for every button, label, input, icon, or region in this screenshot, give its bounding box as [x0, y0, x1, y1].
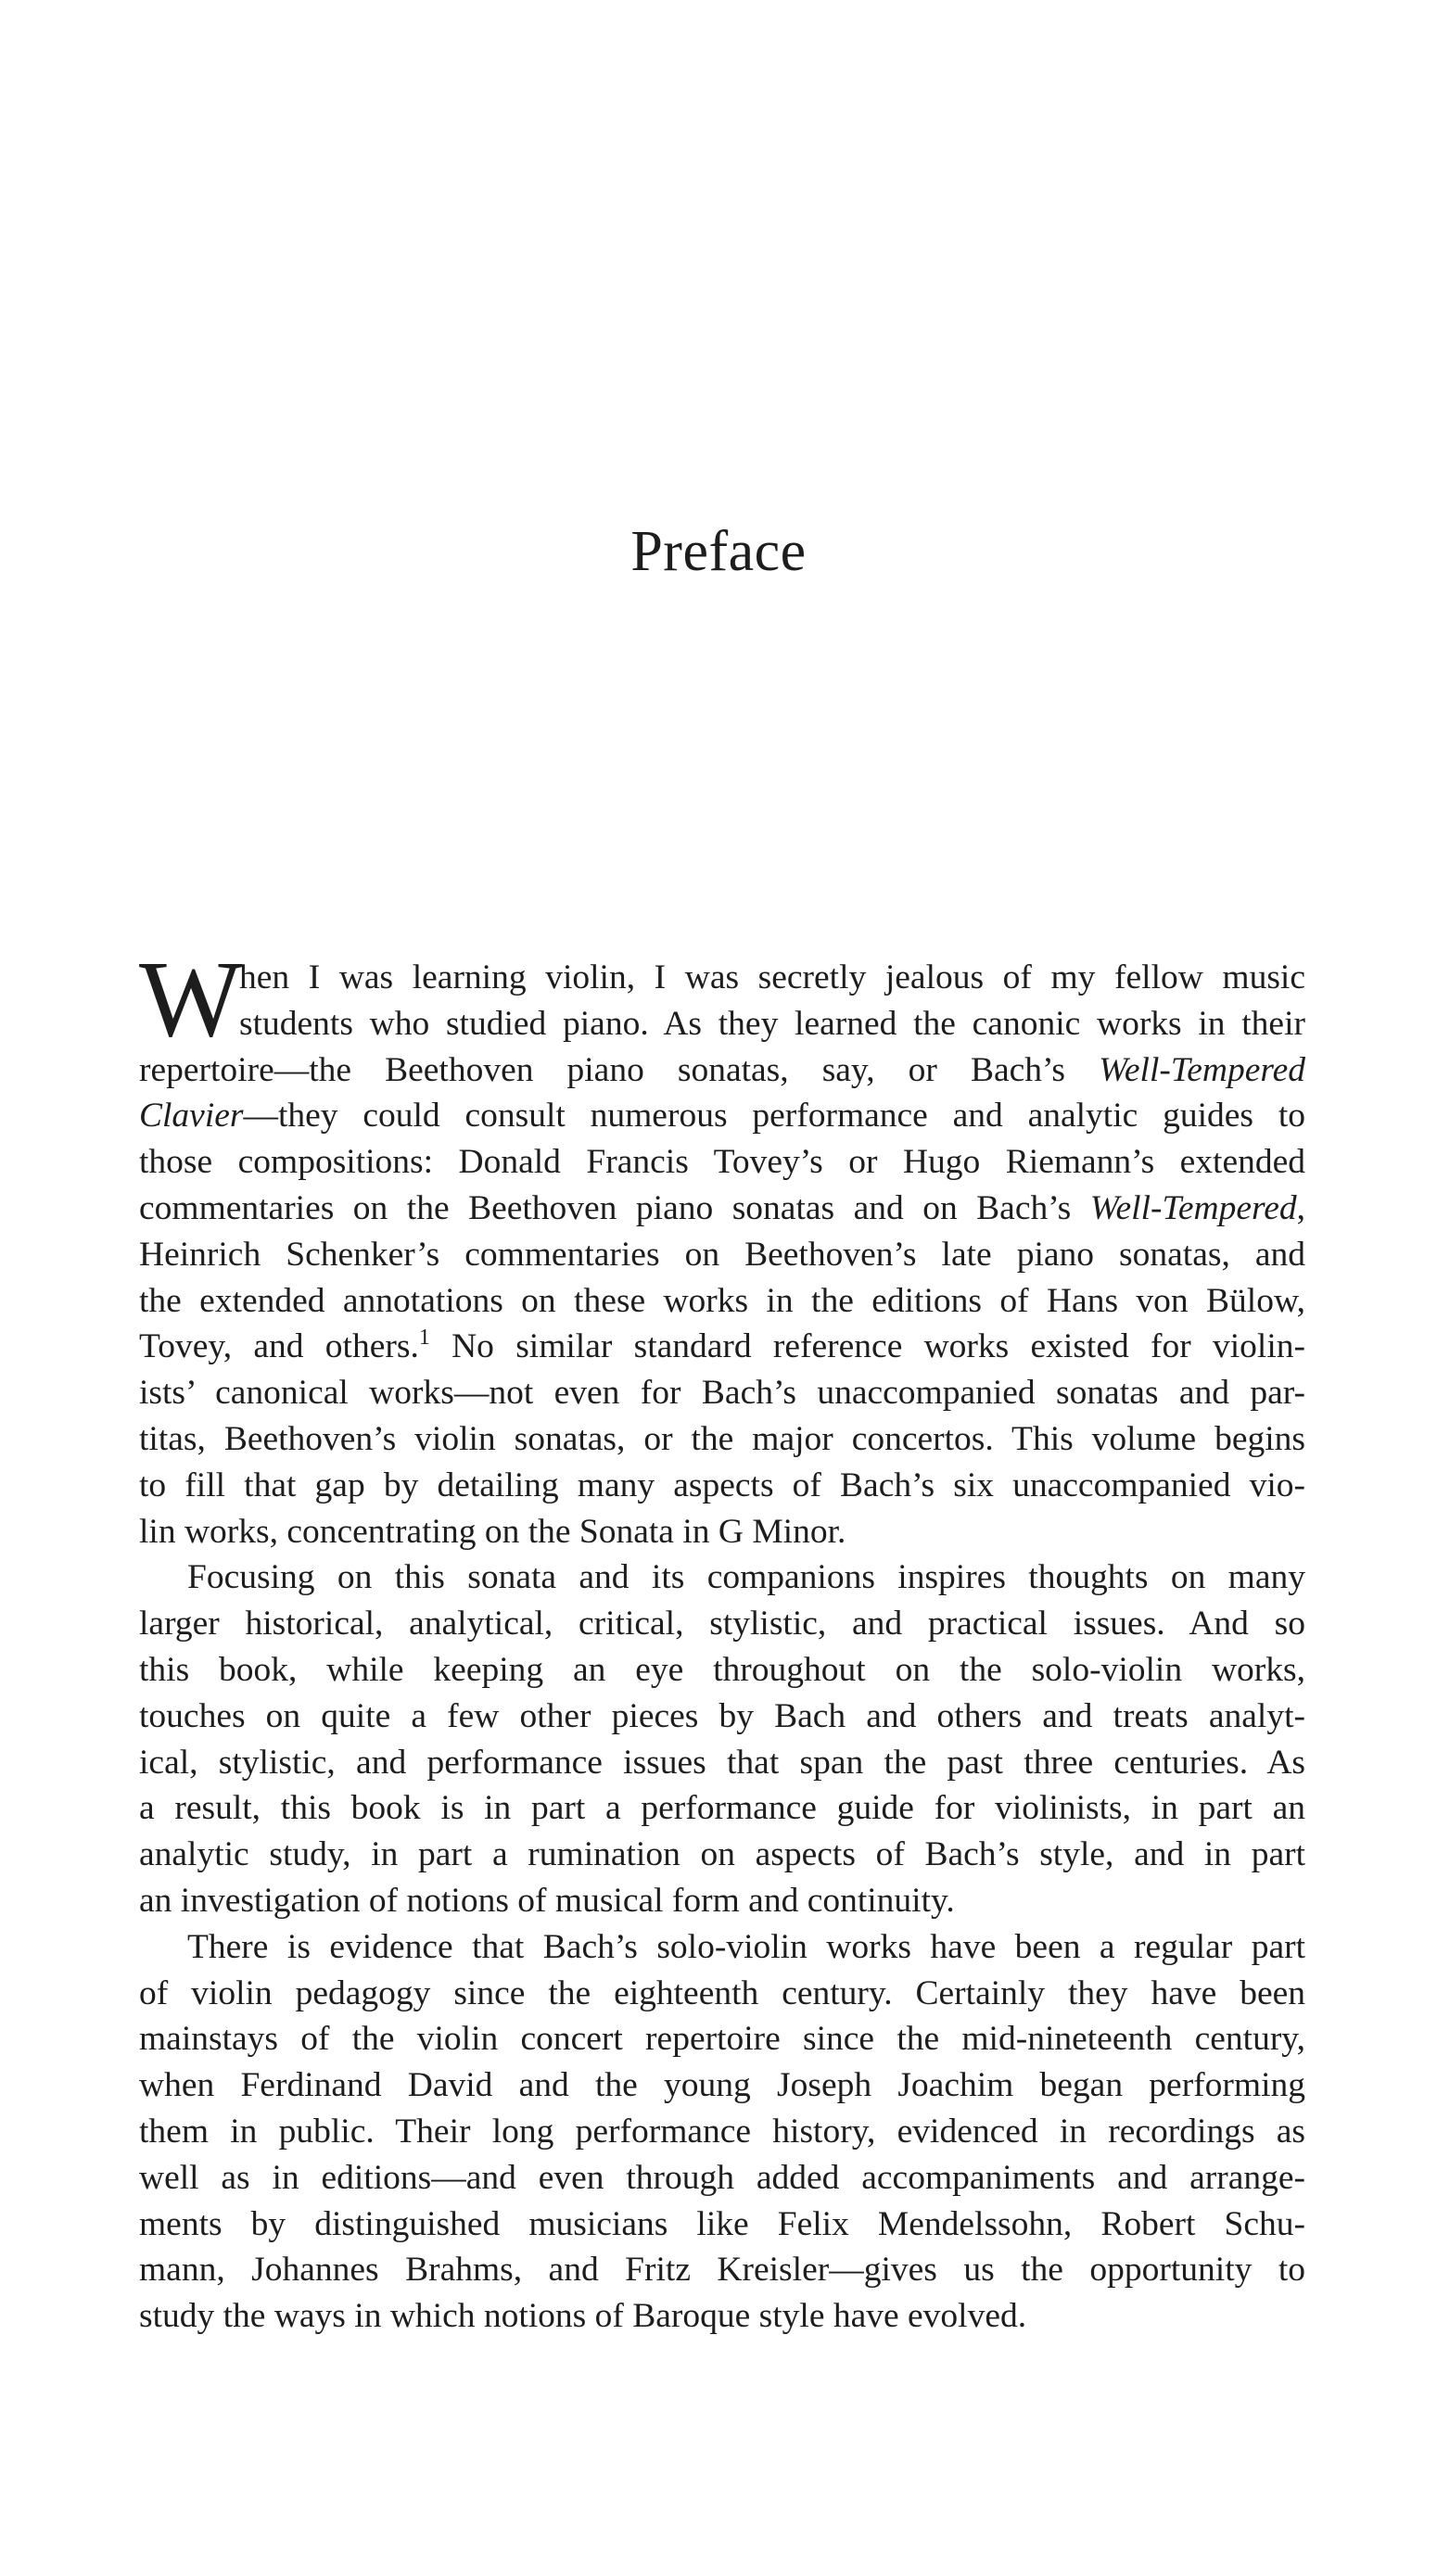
text-line: Heinrich Schenker’s commentaries on Beethoven’s late piano sonatas, and: [139, 1235, 1305, 1274]
text-line: those compositions: Donald Francis Tovey’s or Hugo Riemann’s extended: [139, 1143, 1305, 1182]
paragraph-2: [139, 1554, 1305, 1923]
italic-title: Well-Tempered: [1089, 1188, 1297, 1227]
text-line: when Ferdinand David and the young Joseph Joachim began performing: [139, 2066, 1305, 2105]
text-line: analytic study, in part a rumination on aspects of Bach’s style, and in part: [139, 1835, 1305, 1874]
page-title: Preface: [630, 520, 807, 583]
text-line: hen I was learning violin, I was secretly jealous of my fellow music: [239, 958, 1305, 996]
text-line: touches on quite a few other pieces by Bach and others and treats analyt-: [139, 1696, 1305, 1735]
paragraph-1: [139, 938, 1305, 1554]
text-line: Clavier—they could consult numerous performance and analytic guides to: [139, 1097, 1305, 1136]
text-line: to fill that gap by detailing many aspects of Bach’s six unaccompanied vio-: [139, 1466, 1305, 1504]
italic-title: Clavier: [139, 1097, 244, 1136]
text-line: ists’ canonical works—not even for Bach’s unaccompanied sonatas and par-: [139, 1374, 1305, 1413]
text-line: titas, Beethoven’s violin sonatas, or the major concertos. This volume begins: [139, 1419, 1305, 1458]
text-line: mann, Johannes Brahms, and Fritz Kreisler—gives us the opportunity to: [139, 2251, 1305, 2290]
text-line: mainstays of the violin concert repertoire since the mid-nineteenth century,: [139, 2020, 1305, 2059]
text-line: larger historical, analytical, critical, stylistic, and practical issues. And so: [139, 1605, 1305, 1643]
body-text: [139, 938, 1305, 2340]
text-line: study the ways in which notions of Baroque style have evolved.: [139, 2297, 1027, 2336]
text-line: There is evidence that Bach’s solo-violin works have been a regular part: [187, 1927, 1305, 1966]
text-line: well as in editions—and even through added accompaniments and arrange-: [139, 2158, 1305, 2197]
text-line: repertoire—the Beethoven piano sonatas, say, or Bach’s Well-Tempered: [139, 1050, 1305, 1089]
text-line: students who studied piano. As they learned the canonic works in their: [239, 1004, 1305, 1043]
text-line: this book, while keeping an eye throughout on the solo-violin works,: [139, 1650, 1305, 1689]
text-line: ments by distinguished musicians like Felix Mendelssohn, Robert Schu-: [139, 2204, 1305, 2243]
text-line: ical, stylistic, and performance issues that span the past three centuries. As: [139, 1743, 1305, 1782]
text-line: of violin pedagogy since the eighteenth century. Certainly they have been: [139, 1973, 1305, 2012]
text-line: Focusing on this sonata and its companions inspires thoughts on many: [187, 1558, 1305, 1597]
paragraph-3: [139, 1924, 1305, 2340]
text-line: them in public. Their long performance history, evidenced in recordings as: [139, 2112, 1305, 2151]
drop-cap: W: [139, 938, 243, 1060]
text-line: a result, this book is in part a performance guide for violinists, in part an: [139, 1789, 1305, 1828]
text-line: Tovey, and others.$^1$ No similar standard reference works existed for violin-: [139, 1326, 1305, 1366]
text-line: an investigation of notions of musical form and continuity.: [139, 1881, 955, 1920]
text-line: lin works, concentrating on the Sonata in G Minor.: [139, 1512, 846, 1551]
text-line: commentaries on the Beethoven piano sonatas and on Bach’s Well-Tempered,: [139, 1188, 1305, 1227]
text-line: the extended annotations on these works in the editions of Hans von Bülow,: [139, 1281, 1305, 1320]
italic-title: Well-Tempered: [1099, 1050, 1305, 1089]
footnote-marker[interactable]: 1: [418, 1326, 430, 1351]
